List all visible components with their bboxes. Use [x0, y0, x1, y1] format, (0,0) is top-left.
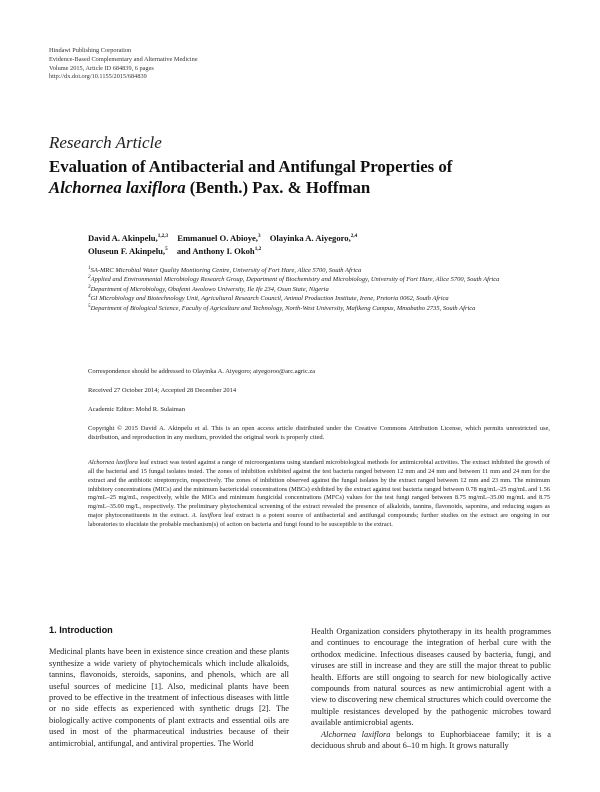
title-line-2	[49, 177, 452, 198]
author	[177, 233, 260, 243]
body-paragraph	[311, 729, 551, 752]
title-line-1: Evaluation of Antibacterial and Antifungal Properties of	[49, 157, 453, 176]
article-type: Research Article	[49, 133, 162, 152]
affiliation-item	[88, 285, 558, 294]
abstract-species-abbrev: A. laxiflora	[189, 512, 222, 520]
affiliation-text: Applied and Environmental Microbiology Research Group, Department of Biochemistry and Microbiology, University of Fort Hare, Alice 5700, South Africa	[90, 276, 500, 284]
journal-name: Evidence-Based Complementary and Alternative Medicine	[49, 55, 198, 63]
affiliation-item	[88, 266, 558, 275]
affiliation-item	[88, 304, 558, 313]
correspondence-note: Correspondence should be addressed to Olayinka A. Aiyegoro; aiyegoroo@arc.agric.za	[88, 368, 316, 375]
affiliation-item	[88, 294, 558, 303]
author-name: and Anthony I. Okoh	[176, 246, 255, 256]
affiliation-text: SA-MRC Microbial Water Quality Monitoring Centre, University of Fort Hare, Alice 5700, South Africa	[90, 267, 362, 274]
publisher-name: Hindawi Publishing Corporation	[49, 47, 132, 54]
received-accepted-dates: Received 27 October 2014; Accepted 28 December 2014	[88, 387, 237, 394]
author-name: Oluseun F. Akinpelu,	[88, 246, 166, 256]
author-affiliation-marker: 3	[257, 233, 261, 240]
title-species-name: Alchornea laxiflora	[49, 178, 186, 197]
affiliation-text: Department of Biological Science, Faculty of Agriculture and Technology, North-West University, Mafikeng Campus, Mmabatho 2735, South Africa	[90, 304, 476, 312]
title-species-authority: (Benth.) Pax. & Hoffman	[185, 178, 371, 197]
author	[270, 233, 358, 243]
affiliation-number: 3	[88, 283, 91, 290]
volume-info: Volume 2015, Article ID 684839, 6 pages	[49, 64, 154, 72]
article-title	[49, 156, 452, 198]
paragraph-text: belongs to Euphorbiaceae family; it is a deciduous shrub and about 6–10 m high. It grows naturally	[311, 729, 551, 751]
journal-header	[49, 47, 198, 82]
affiliation-number: 4	[88, 293, 91, 300]
affiliation-list	[88, 266, 558, 313]
affiliation-text: GI Microbiology and Biotechnology Unit, Agricultural Research Council, Animal Production Institute, Irene, Pretoria 0062, South Africa	[90, 295, 449, 303]
introduction-left-column	[49, 625, 289, 749]
affiliation-item	[88, 275, 558, 284]
author-list	[88, 232, 558, 258]
abstract-species-name: Alchornea laxiflora	[88, 459, 138, 466]
author-affiliation-marker: 2,4	[350, 233, 358, 240]
introduction-right-column	[311, 626, 551, 786]
affiliation-number: 5	[88, 302, 91, 309]
author-name: Emmanuel O. Abioye,	[177, 233, 258, 243]
species-name: Alchornea laxiflora	[321, 729, 391, 739]
body-paragraph: Health Organization considers phytotherapy in its health programmes and continues to encourage the integration of herbal cure with the orthodox medicine. Infectious diseases caused by bacteria, fungi, and viruses are still in increase and they are still the major threat to public health. Efforts are still ongoing to search for new biologically active compounds from natural sources as new antimicrobial agent with a view to discovering new chemical structures which could overcome the multiple resistances developed by the pathogenic microbes toward available antimicrobial agents.	[311, 627, 551, 728]
author-name: David A. Akinpelu,	[88, 233, 158, 243]
section-heading: 1. Introduction	[49, 625, 113, 635]
author	[88, 233, 168, 243]
author	[177, 246, 261, 256]
author-affiliation-marker: 5	[165, 246, 168, 253]
author-affiliation-marker: 1,2,3	[157, 233, 169, 240]
abstract-text: leaf extract was tested against a range of microorganisms using standard microbiological methods for antimicrobial activities. The extract inhibited the growth of all the bacterial and 15 fungal isolates tested. The zones of inhibition exhibited against the test bacteria ranged between 12 mm and 24 mm and between 11 mm and 24 mm for the extract and the antibiotic streptomycin, respectively. The zones of inhibition observed against the fungal isolates by the extract ranged between 12 mm and 23 mm. The minimum inhibitory concentrations (MICs) and the minimum bactericidal concentrations (MBCs) exhibited by the extract against test bacteria ranged between 0.78 mg/mL–25 mg/mL and 1.56 mg/mL–25 mg/mL, respectively, while the MICs and minimum fungicidal concentrations (MFCs) values for the test fungi ranged between 8.75 mg/mL–35.00 mg/mL and 8.75 mg/mL–35.00 mg/L, respectively. The preliminary phytochemical screening of the extract revealed the presence of alkaloids, tannins, flavonoids, saponins, and reducing sugars as major phytoconstituents in the extract.	[88, 459, 550, 520]
author	[88, 246, 168, 256]
copyright-notice: Copyright © 2015 David A. Akinpelu et al. This is an open access article distributed under the Creative Commons Attribution License, which permits unrestricted use, distribution, and reproduction in any medium, provided the original work is properly cited.	[88, 425, 550, 442]
body-paragraph: Medicinal plants have been in existence since creation and these plants synthesize a wide variety of phytochemicals which include alkaloids, tannins, flavonoids, steroids, saponins, and phenols, which are all useful sources of medicine [1]. Also, medicinal plants have been proved to be effective in the treatment of infectious diseases with little or no side effects as experienced with synthetic drugs [2]. The biologically active components of plant extracts and essential oils are used in most of the pharmaceutical industries because of their antimicrobial, antifungal, and antiviral properties. The World	[49, 647, 289, 748]
author-name: Olayinka A. Aiyegoro,	[269, 233, 351, 243]
abstract-conclusion: leaf extract is a potent source of antibacterial and antifungal compounds; further studies on the extract are ongoing in our laboratories to elucidate the probable mechanism(s) of action on bacteria and fungi found to be susceptible to the extract.	[88, 512, 550, 528]
affiliation-number: 2	[88, 274, 91, 281]
academic-editor: Academic Editor: Mohd R. Sulaiman	[88, 406, 185, 413]
affiliation-number: 1	[88, 264, 91, 271]
abstract	[88, 459, 550, 579]
affiliation-text: Department of Microbiology, Obafemi Awolowo University, Ile Ife 234, Osun State, Nigeria	[90, 285, 329, 293]
doi-link[interactable]: http://dx.doi.org/10.1155/2015/684839	[49, 73, 147, 81]
author-affiliation-marker: 1,2	[254, 246, 262, 253]
